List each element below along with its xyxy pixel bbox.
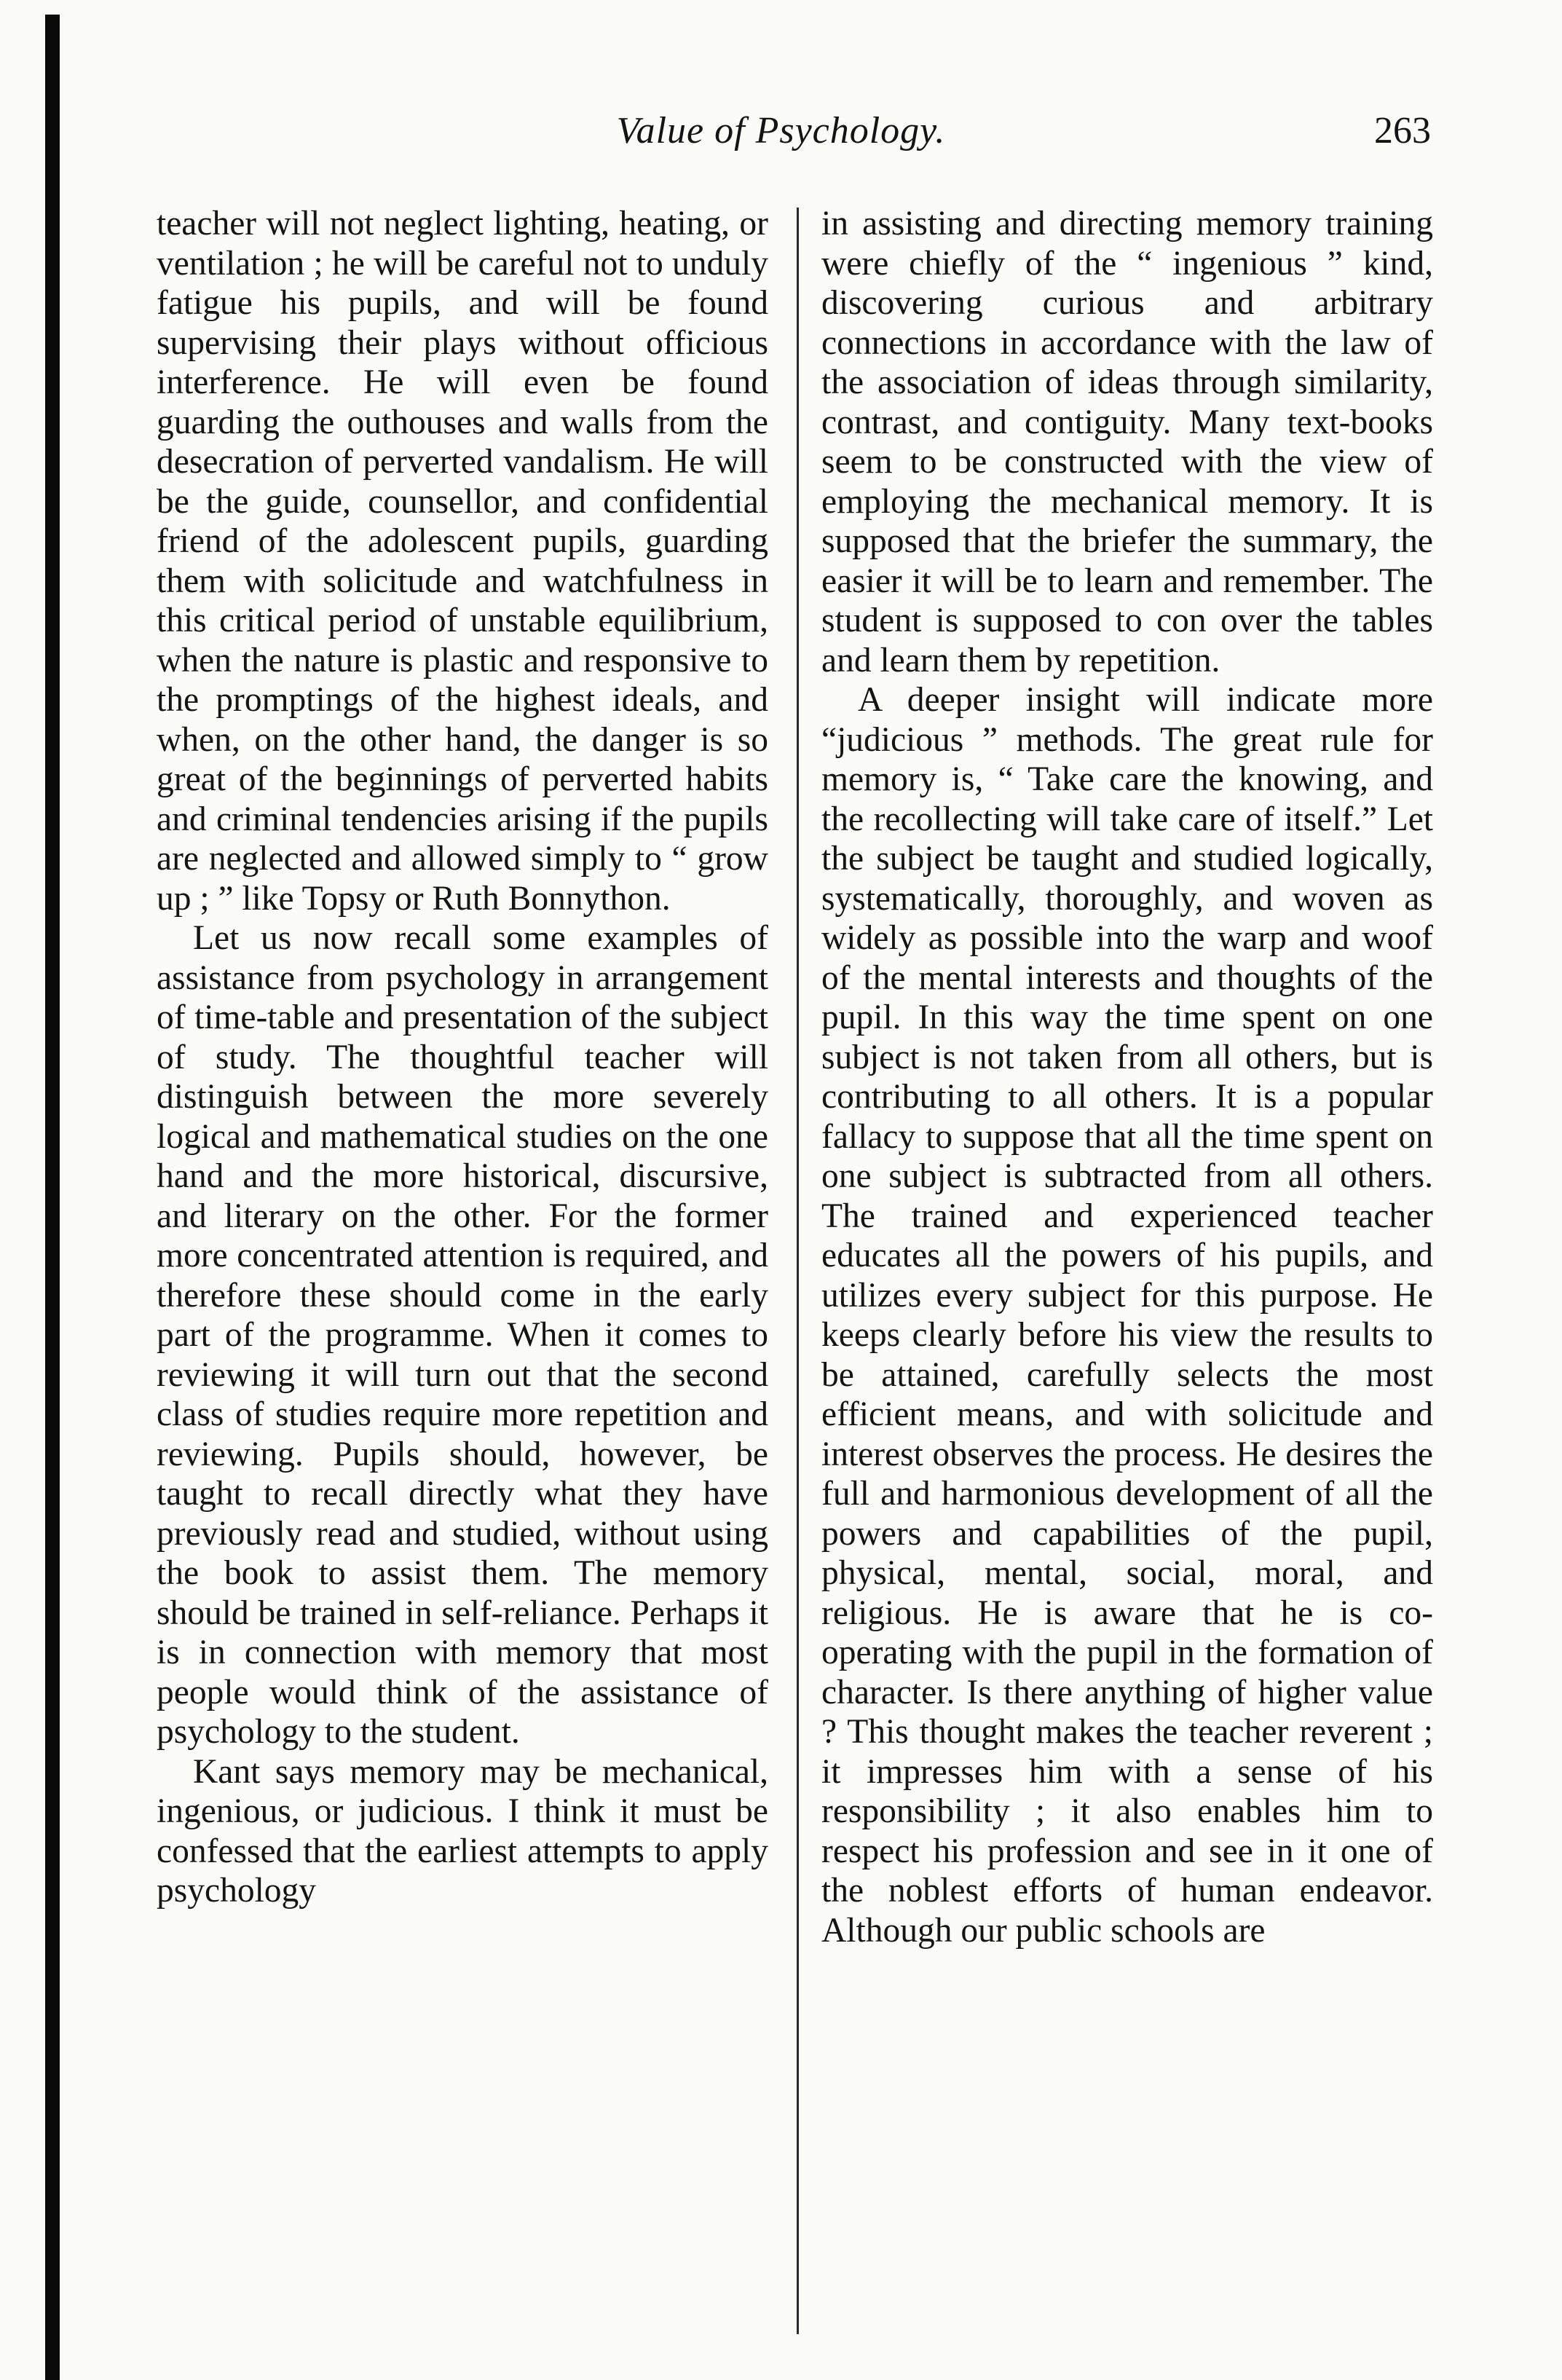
column-rule — [797, 208, 799, 2334]
paragraph: A deeper insight will indicate more “judicious ” methods. The great rule for memory is, “ Take care the knowing, and the recollecting will take care of itself.” Let the subject be taught and studied logically, systematically, thoroughly, and woven as widely as possible into the warp and woof of the mental interests and thoughts of the pupil. In this way the time spent on one subject is not taken from all others, but is contributing to all others. It is a popular fallacy to suppose that all the time spent on one subject is subtracted from all others. The trained and experienced teacher educates all the powers of his pupils, and utilizes every subject for this purpose. He keeps clearly before his view the results to be attained, carefully selects the most efficient means, and with solicitude and interest observes the process. He desires the full and harmonious development of all the powers and capabilities of the pupil, physical, mental, social, moral, and religious. He is aware that he is co-operating with the pupil in the formation of character. Is there anything of higher value ? This thought makes the teacher reverent ; it impresses him with a sense of his responsibility ; it also enables him to respect his profession and see in it one of the noblest efforts of human endeavor. Although our public schools are — [821, 681, 1433, 1950]
right-column — [821, 204, 1433, 1950]
paragraph: Let us now recall some examples of assistance from psychology in arrangement of time-table and presentation of the subject of study. The thoughtful teacher will distinguish between the more severely logical and mathematical studies on the one hand and the more historical, discursive, and literary on the other. For the former more concentrated attention is required, and therefore these should come in the early part of the programme. When it comes to reviewing it will turn out that the second class of studies require more repetition and reviewing. Pupils should, however, be taught to recall directly what they have previously read and studied, without using the book to assist them. The memory should be trained in self-reliance. Perhaps it is in connection with memory that most people would think of the assistance of psychology to the student. — [157, 919, 768, 1751]
running-title: Value of Psychology. — [616, 110, 946, 151]
paragraph: teacher will not neglect lighting, heating, or ventilation ; he will be careful not to unduly fatigue his pupils, and will be found supervising their plays without officious interference. He will even be found guarding the outhouses and walls from the desecration of perverted vandalism. He will be the guide, counsellor, and confidential friend of the adolescent pupils, guarding them with solicitude and watchfulness in this critical period of unstable equilibrium, when the nature is plastic and responsive to the promptings of the highest ideals, and when, on the other hand, the danger is so great of the beginnings of perverted habits and criminal tendencies arising if the pupils are neglected and allowed simply to “ grow up ; ” like Topsy or Ruth Bonnython. — [157, 205, 768, 918]
paragraph: in assisting and directing memory training were chiefly of the “ ingenious ” kind, discovering curious and arbitrary connections in accordance with the law of the association of ideas through similarity, contrast, and contiguity. Many text-books seem to be constructed with the view of employing the mechanical memory. It is supposed that the briefer the summary, the easier it will be to learn and remember. The student is supposed to con over the tables and learn them by repetition. — [821, 205, 1433, 679]
page-header — [0, 103, 1562, 162]
page-number: 263 — [1374, 110, 1431, 151]
binding-edge — [45, 15, 60, 2380]
paragraph: Kant says memory may be mechanical, ingenious, or judicious. I think it must be confessed that the earliest attempts to apply psychology — [157, 1752, 768, 1910]
left-column — [157, 204, 768, 1911]
